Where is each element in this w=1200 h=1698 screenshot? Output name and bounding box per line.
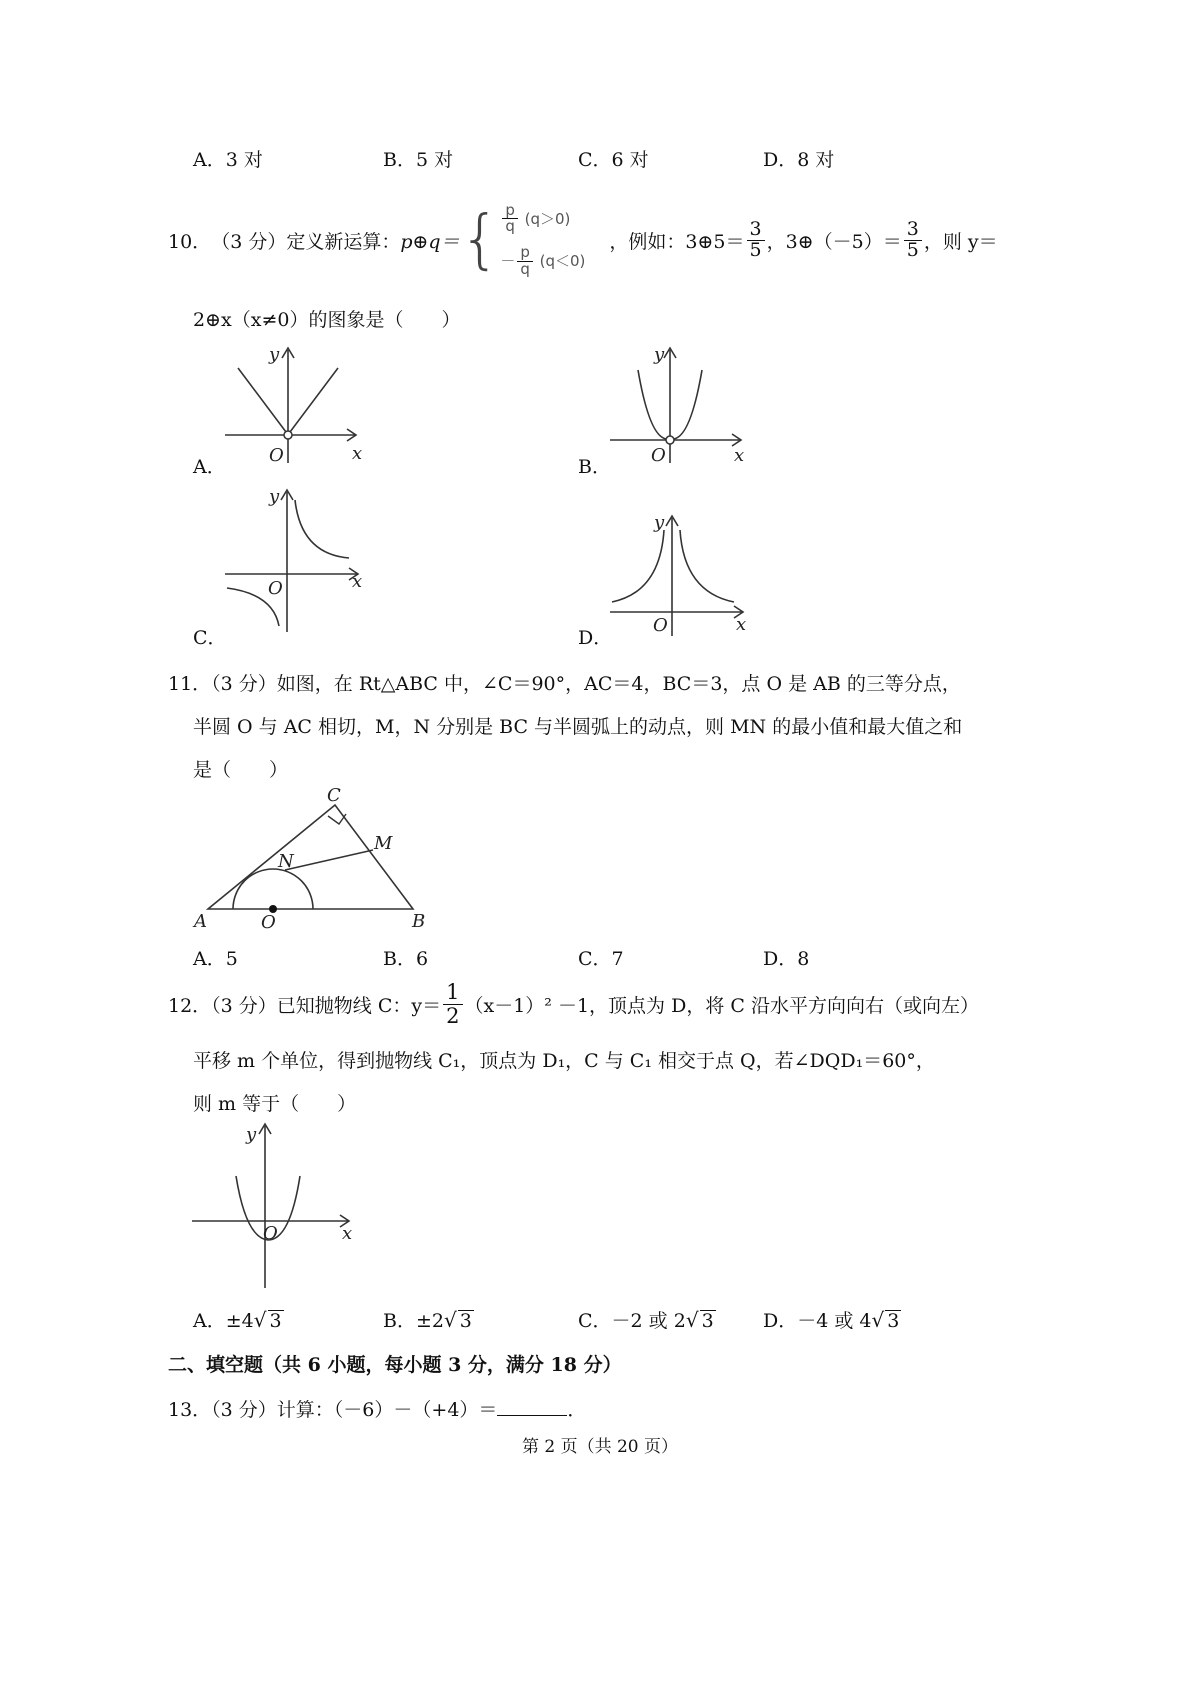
svg-text:O: O <box>653 615 668 636</box>
q12-parabola-graph <box>190 1118 370 1293</box>
q12-line2: 平移 m 个单位，得到抛物线 C₁，顶点为 D₁，C 与 C₁ 相交于点 Q，若∠DQD₁＝60°， <box>193 1050 935 1072</box>
svg-text:y: y <box>269 486 280 507</box>
q10-option-c: C． <box>193 627 227 649</box>
q12-frac: $\frac{1}{2}$ <box>443 981 462 1026</box>
q11-option-c: C．7 <box>578 948 624 970</box>
q10-graph-a <box>225 340 375 465</box>
q10-brace: { <box>459 203 501 277</box>
q10-piecewise: $\frac{p}{q}$ (q＞0) － $\frac{p}{q}$ (q＜0) <box>500 200 586 278</box>
q12-line1: 12．（3 分）已知抛物线 C：y＝ $\frac{1}{2}$ （x－1）² －1，顶点为 D，将 C 沿水平方向向右（或向左） <box>168 980 979 1028</box>
svg-text:y: y <box>269 344 280 365</box>
q9-option-d: D．8 对 <box>763 149 835 171</box>
q12-option-b: B．±2√ 3 <box>383 1308 472 1332</box>
q13-stem: 13．（3 分）计算：（－6）－（+4）＝ ． <box>168 1399 587 1421</box>
q10-option-a: A． <box>193 456 226 478</box>
q10-example: ，例如：3⊕5＝ <box>609 230 745 253</box>
svg-text:M: M <box>374 833 393 854</box>
q11-line3: 是（ ） <box>193 759 289 781</box>
svg-text:x: x <box>734 445 745 465</box>
q10-score: （3 分） <box>211 230 287 253</box>
q10-graph-c <box>225 486 375 634</box>
svg-text:x: x <box>736 614 747 635</box>
svg-text:y: y <box>246 1124 257 1145</box>
q10-option-d: D． <box>578 627 613 649</box>
q12-option-d: D．－4 或 4√ 3 <box>763 1308 900 1332</box>
svg-text:O: O <box>651 445 666 465</box>
q10-option-b: B． <box>578 456 611 478</box>
q10-graph-d <box>610 510 760 638</box>
page-footer: 第 2 页（共 20 页） <box>521 1437 679 1457</box>
q11-option-d: D．8 <box>763 948 810 970</box>
svg-text:B: B <box>412 911 426 932</box>
svg-text:y: y <box>654 512 665 533</box>
q10-ex2-frac: $\frac{3}{5}$ <box>904 220 922 261</box>
svg-text:A: A <box>194 911 207 932</box>
q10-example-mid: ，3⊕（－5）＝ <box>766 230 902 253</box>
q13-answer-blank <box>497 1415 567 1416</box>
q10-number: 10． <box>168 230 212 253</box>
q12-line3: 则 m 等于（ ） <box>193 1093 357 1115</box>
q9-option-a: A．3 对 <box>193 149 263 171</box>
q9-option-b: B．5 对 <box>383 149 454 171</box>
svg-text:x: x <box>342 1223 353 1244</box>
q9-option-c: C．6 对 <box>578 149 649 171</box>
q11-option-a: A．5 <box>193 948 238 970</box>
svg-text:O: O <box>268 578 283 599</box>
q10-ex1-frac: $\frac{3}{5}$ <box>747 220 765 261</box>
q12-option-c: C．－2 或 2√ 3 <box>578 1308 714 1332</box>
svg-text:y: y <box>654 344 665 365</box>
q10-graph-b <box>610 340 760 465</box>
svg-text:C: C <box>327 785 341 806</box>
q10-tail: ，则 y＝ <box>923 230 998 253</box>
svg-text:O: O <box>263 1223 278 1244</box>
section-heading: 二、填空题（共 6 小题，每小题 3 分，满分 18 分） <box>168 1354 622 1376</box>
q11-triangle-figure <box>190 785 440 935</box>
q10-lead: 定义新运算： <box>286 230 401 253</box>
q11-line1: 11．（3 分）如图，在 Rt△ABC 中，∠C＝90°，AC＝4，BC＝3，点 O 是 AB 的三等分点， <box>168 673 961 695</box>
q10-stem <box>168 192 998 288</box>
q11-line2: 半圆 O 与 AC 相切，M，N 分别是 BC 与半圆弧上的动点，则 MN 的最小值和最大值之和 <box>193 716 963 738</box>
svg-text:O: O <box>261 912 276 933</box>
svg-text:x: x <box>352 571 363 592</box>
q11-option-b: B．6 <box>383 948 429 970</box>
svg-text:N: N <box>278 851 294 872</box>
svg-text:O: O <box>269 445 284 465</box>
svg-text:x: x <box>352 443 363 464</box>
q12-option-a: A．±4√ 3 <box>193 1308 282 1332</box>
q10-line2: 2⊕x（x≠0）的图象是（ ） <box>193 309 461 331</box>
q10-op: p⊕q＝ <box>400 230 460 253</box>
